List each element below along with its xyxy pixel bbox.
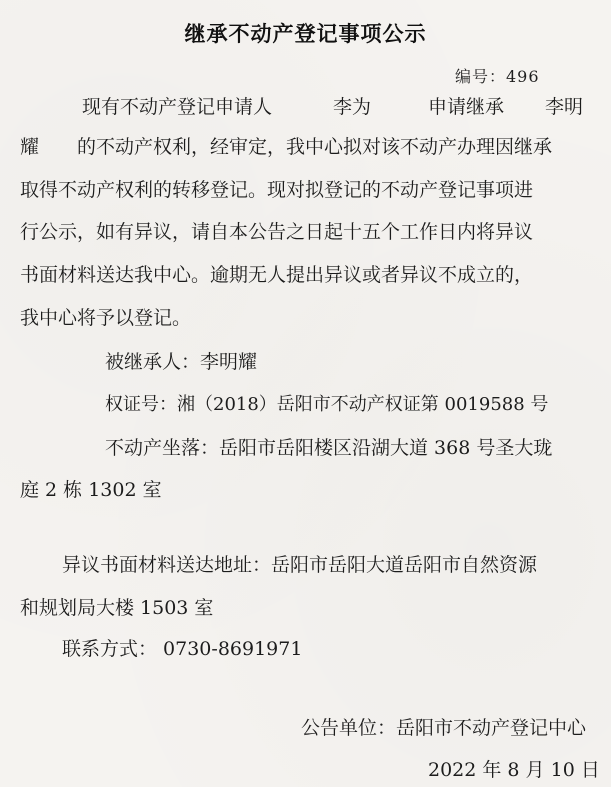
- location-line-1: 不动产坐落：岳阳市岳阳楼区沿湖大道 368 号圣大珑: [105, 437, 553, 459]
- applicant-name: 李为: [333, 96, 372, 118]
- objection-address-line-1: 异议书面材料送达地址：岳阳市岳阳大道岳阳市自然资源: [62, 554, 538, 576]
- body-line-6: 我中心将予以登记。: [20, 307, 192, 329]
- document-title: 继承不动产登记事项公示: [184, 22, 427, 46]
- date-line: 2022 年 8 月 10 日: [428, 759, 600, 781]
- heir-name-part-2: 耀: [20, 136, 40, 158]
- certificate-number-line: 权证号：湘（2018）岳阳市不动产权证第 0019588 号: [105, 394, 549, 415]
- heir-name-part-1: 李明: [545, 96, 584, 118]
- body-line-4: 行公示，如有异议，请自本公告之日起十五个工作日内将异议: [20, 221, 534, 243]
- body-line-3: 取得不动产权利的转移登记。现对拟登记的不动产登记事项进: [20, 179, 534, 201]
- contact-line: 联系方式： 0730-8691971: [62, 638, 303, 660]
- body-line-2-text: 的不动产权利，经审定，我中心拟对该不动产办理因继承: [77, 136, 553, 158]
- body-line-1-intro: 现有不动产登记申请人: [82, 96, 273, 118]
- issuer-line: 公告单位：岳阳市不动产登记中心: [301, 717, 587, 739]
- body-line-5: 书面材料送达我中心。逾期无人提出异议或者异议不成立的，: [20, 264, 534, 286]
- body-line-1-apply: 申请继承: [428, 96, 505, 118]
- objection-address-line-2: 和规划局大楼 1503 室: [20, 597, 214, 619]
- location-line-2: 庭 2 栋 1302 室: [20, 479, 162, 501]
- decedent-line: 被继承人：李明耀: [105, 351, 258, 373]
- serial-number: 编号：496: [455, 67, 540, 86]
